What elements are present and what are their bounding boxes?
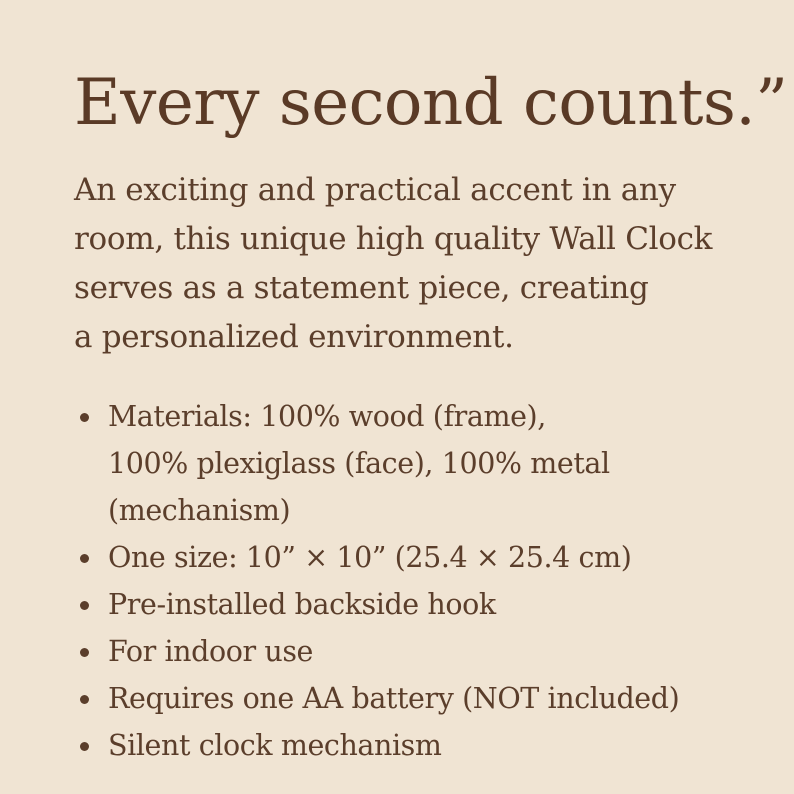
- bullet-icon: [80, 695, 89, 704]
- intro-line: room, this unique high quality Wall Clock: [74, 221, 713, 257]
- intro-line: serves as a statement piece, creating: [74, 270, 649, 306]
- feature-text: Pre-installed backside hook: [108, 588, 496, 621]
- feature-item-materials: [74, 393, 774, 534]
- feature-text: Requires one AA battery (NOT included): [108, 682, 680, 715]
- feature-item-battery: [74, 675, 774, 722]
- intro-line: An exciting and practical accent in any: [74, 172, 676, 208]
- feature-text: (mechanism): [108, 494, 291, 527]
- feature-text: Materials: 100% wood (frame),: [108, 400, 546, 433]
- bullet-icon: [80, 413, 89, 422]
- bullet-icon: [80, 648, 89, 657]
- intro-line: a personalized environment.: [74, 319, 514, 355]
- feature-item-silent: [74, 722, 774, 769]
- bullet-icon: [80, 554, 89, 563]
- feature-item-indoor: [74, 628, 774, 675]
- feature-text: 100% plexiglass (face), 100% metal: [108, 447, 610, 480]
- feature-list: [74, 393, 774, 769]
- feature-text: Silent clock mechanism: [108, 729, 442, 762]
- headline: Every second counts.”: [74, 66, 788, 140]
- bullet-icon: [80, 742, 89, 751]
- feature-text: One size: 10” × 10” (25.4 × 25.4 cm): [108, 541, 632, 574]
- feature-item-size: [74, 534, 774, 581]
- feature-item-hook: [74, 581, 774, 628]
- feature-text: For indoor use: [108, 635, 314, 668]
- bullet-icon: [80, 601, 89, 610]
- intro-paragraph: [74, 166, 774, 362]
